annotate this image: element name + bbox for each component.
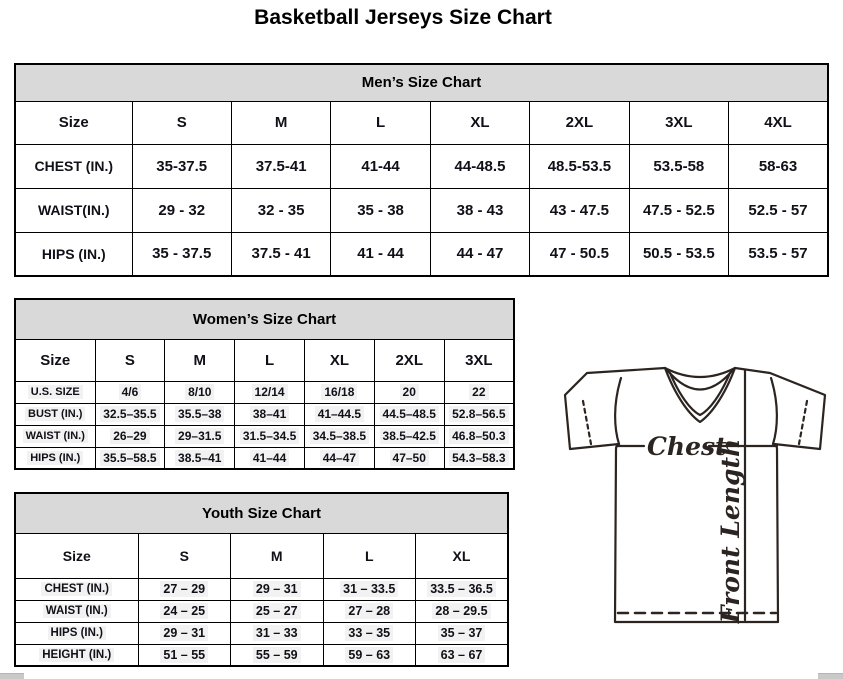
mens-size-value-cell: 35-37.5 bbox=[132, 144, 231, 188]
horizontal-scrollbar-fragment-right[interactable] bbox=[818, 673, 843, 679]
mens-column-header: L bbox=[331, 101, 430, 144]
jersey-outline-shape bbox=[565, 368, 825, 622]
youth-row-label bbox=[15, 578, 138, 600]
highlighted-value-text: 44–47 bbox=[320, 450, 359, 466]
highlighted-value-text: 29–31.5 bbox=[175, 428, 224, 444]
highlighted-value-text: 32.5–35.5 bbox=[100, 406, 159, 422]
highlighted-value-text: 41–44 bbox=[250, 450, 289, 466]
youth-size-value-cell bbox=[231, 578, 324, 600]
mens-column-header: S bbox=[132, 101, 231, 144]
youth-size-value-cell bbox=[138, 600, 231, 622]
highlighted-value-text: 35 – 37 bbox=[438, 625, 486, 641]
mens-size-value-cell: 44-48.5 bbox=[430, 144, 529, 188]
highlighted-value-text: 59 – 63 bbox=[345, 647, 393, 663]
womens-column-header: M bbox=[165, 339, 235, 381]
youth-size-value-cell bbox=[138, 644, 231, 666]
mens-row-label: CHEST (IN.) bbox=[15, 144, 132, 188]
womens-size-value-cell bbox=[304, 447, 374, 469]
youth-table-row bbox=[15, 644, 508, 666]
mens-size-value-cell: 47.5 - 52.5 bbox=[629, 188, 728, 232]
highlighted-value-text: 55 – 59 bbox=[253, 647, 301, 663]
highlighted-value-text: 38.5–41 bbox=[175, 450, 224, 466]
mens-size-value-cell: 32 - 35 bbox=[231, 188, 330, 232]
womens-size-value-cell bbox=[95, 403, 165, 425]
jersey-measurement-diagram bbox=[558, 356, 834, 628]
mens-size-value-cell: 29 - 32 bbox=[132, 188, 231, 232]
youth-row-label bbox=[15, 622, 138, 644]
collar-back-arc bbox=[665, 368, 735, 377]
highlighted-value-text: 38.5–42.5 bbox=[380, 428, 439, 444]
womens-row-label bbox=[15, 447, 95, 469]
highlighted-value-text: BUST (IN.) bbox=[25, 407, 85, 421]
womens-size-value-cell bbox=[304, 425, 374, 447]
womens-size-value-cell bbox=[235, 403, 305, 425]
womens-table-row bbox=[15, 403, 514, 425]
mens-size-value-cell: 48.5-53.5 bbox=[530, 144, 629, 188]
womens-chart-caption: Women’s Size Chart bbox=[15, 299, 514, 339]
womens-size-value-cell bbox=[444, 447, 514, 469]
highlighted-value-text: 41–44.5 bbox=[315, 406, 364, 422]
mens-chart-caption: Men’s Size Chart bbox=[15, 64, 828, 101]
youth-size-value-cell bbox=[138, 622, 231, 644]
right-armhole-seam bbox=[771, 378, 777, 444]
left-cuff-dashed-line bbox=[583, 401, 591, 444]
highlighted-value-text: 27 – 28 bbox=[345, 603, 393, 619]
womens-size-value-cell bbox=[235, 447, 305, 469]
highlighted-value-text: 28 – 29.5 bbox=[432, 603, 490, 619]
mens-column-header: 4XL bbox=[729, 101, 828, 144]
highlighted-value-text: 38–41 bbox=[250, 406, 289, 422]
mens-row-label: WAIST(IN.) bbox=[15, 188, 132, 232]
youth-column-header: Size bbox=[15, 533, 138, 578]
mens-table-row bbox=[15, 144, 828, 188]
highlighted-value-text: WAIST (IN.) bbox=[43, 604, 111, 618]
youth-size-value-cell bbox=[231, 600, 324, 622]
womens-size-value-cell bbox=[165, 403, 235, 425]
highlighted-value-text: 31 – 33 bbox=[253, 625, 301, 641]
mens-size-value-cell: 35 - 38 bbox=[331, 188, 430, 232]
womens-size-value-cell bbox=[444, 403, 514, 425]
highlighted-value-text: HEIGHT (IN.) bbox=[39, 648, 114, 662]
womens-size-value-cell bbox=[95, 381, 165, 403]
highlighted-value-text: CHEST (IN.) bbox=[41, 582, 112, 596]
womens-size-value-cell bbox=[374, 403, 444, 425]
womens-size-value-cell bbox=[165, 425, 235, 447]
youth-size-chart-table bbox=[14, 492, 509, 667]
highlighted-value-text: 31.5–34.5 bbox=[240, 428, 299, 444]
womens-size-value-cell bbox=[235, 425, 305, 447]
mens-size-value-cell: 38 - 43 bbox=[430, 188, 529, 232]
mens-column-header: Size bbox=[15, 101, 132, 144]
highlighted-value-text: 26–29 bbox=[110, 428, 149, 444]
highlighted-value-text: HIPS (IN.) bbox=[27, 451, 83, 465]
highlighted-value-text: WAIST (IN.) bbox=[23, 429, 88, 443]
womens-column-header: 2XL bbox=[374, 339, 444, 381]
womens-row-label bbox=[15, 381, 95, 403]
highlighted-value-text: 35.5–58.5 bbox=[100, 450, 159, 466]
mens-size-value-cell: 41-44 bbox=[331, 144, 430, 188]
youth-size-value-cell bbox=[138, 578, 231, 600]
highlighted-value-text: 46.8–50.3 bbox=[449, 428, 508, 444]
front-length-label: Front Length bbox=[716, 438, 745, 624]
youth-column-header: S bbox=[138, 533, 231, 578]
womens-size-value-cell bbox=[165, 381, 235, 403]
womens-size-value-cell bbox=[444, 381, 514, 403]
highlighted-value-text: 29 – 31 bbox=[253, 581, 301, 597]
youth-row-label bbox=[15, 644, 138, 666]
highlighted-value-text: 51 – 55 bbox=[160, 647, 208, 663]
highlighted-value-text: 47–50 bbox=[390, 450, 429, 466]
highlighted-value-text: U.S. SIZE bbox=[28, 385, 83, 399]
mens-size-value-cell: 58-63 bbox=[729, 144, 828, 188]
womens-size-chart-table bbox=[14, 298, 515, 470]
highlighted-value-text: 31 – 33.5 bbox=[340, 581, 398, 597]
highlighted-value-text: 16/18 bbox=[321, 384, 357, 400]
mens-size-value-cell: 47 - 50.5 bbox=[530, 232, 629, 276]
youth-table-row bbox=[15, 600, 508, 622]
mens-size-value-cell: 37.5 - 41 bbox=[231, 232, 330, 276]
highlighted-value-text: 4/6 bbox=[119, 384, 142, 400]
mens-table-row bbox=[15, 188, 828, 232]
womens-column-header: XL bbox=[304, 339, 374, 381]
youth-size-value-cell bbox=[416, 600, 509, 622]
mens-column-header: XL bbox=[430, 101, 529, 144]
highlighted-value-text: 29 – 31 bbox=[160, 625, 208, 641]
womens-table-row bbox=[15, 425, 514, 447]
chest-label: Chest bbox=[647, 432, 727, 461]
womens-size-value-cell bbox=[95, 425, 165, 447]
womens-column-header: S bbox=[95, 339, 165, 381]
mens-size-value-cell: 41 - 44 bbox=[331, 232, 430, 276]
youth-size-value-cell bbox=[416, 578, 509, 600]
mens-column-header: 3XL bbox=[629, 101, 728, 144]
womens-column-header: L bbox=[235, 339, 305, 381]
right-cuff-dashed-line bbox=[799, 401, 807, 444]
mens-size-value-cell: 53.5 - 57 bbox=[729, 232, 828, 276]
mens-row-label: HIPS (IN.) bbox=[15, 232, 132, 276]
mens-size-value-cell: 44 - 47 bbox=[430, 232, 529, 276]
youth-size-value-cell bbox=[323, 600, 416, 622]
womens-size-value-cell bbox=[304, 403, 374, 425]
highlighted-value-text: 27 – 29 bbox=[160, 581, 208, 597]
youth-size-value-cell bbox=[416, 622, 509, 644]
womens-size-value-cell bbox=[304, 381, 374, 403]
left-armhole-seam bbox=[615, 378, 621, 444]
highlighted-value-text: 52.8–56.5 bbox=[449, 406, 508, 422]
womens-size-value-cell bbox=[374, 447, 444, 469]
youth-column-header: XL bbox=[416, 533, 509, 578]
youth-chart-caption: Youth Size Chart bbox=[15, 493, 508, 533]
highlighted-value-text: 54.3–58.3 bbox=[449, 450, 508, 466]
youth-row-label bbox=[15, 600, 138, 622]
highlighted-value-text: 12/14 bbox=[252, 384, 288, 400]
youth-column-header: M bbox=[231, 533, 324, 578]
horizontal-scrollbar-fragment-left[interactable] bbox=[0, 673, 24, 679]
youth-size-value-cell bbox=[323, 644, 416, 666]
mens-size-value-cell: 52.5 - 57 bbox=[729, 188, 828, 232]
mens-size-value-cell: 35 - 37.5 bbox=[132, 232, 231, 276]
youth-size-value-cell bbox=[323, 578, 416, 600]
mens-size-value-cell: 43 - 47.5 bbox=[530, 188, 629, 232]
youth-size-value-cell bbox=[231, 622, 324, 644]
mens-size-value-cell: 53.5-58 bbox=[629, 144, 728, 188]
womens-size-value-cell bbox=[165, 447, 235, 469]
youth-size-value-cell bbox=[231, 644, 324, 666]
highlighted-value-text: 22 bbox=[469, 384, 488, 400]
womens-size-value-cell bbox=[444, 425, 514, 447]
highlighted-value-text: 8/10 bbox=[185, 384, 214, 400]
page-title: Basketball Jerseys Size Chart bbox=[254, 6, 552, 29]
womens-table-row bbox=[15, 381, 514, 403]
collar-inner-v bbox=[670, 373, 730, 415]
youth-table-row bbox=[15, 578, 508, 600]
womens-row-label bbox=[15, 403, 95, 425]
youth-size-value-cell bbox=[416, 644, 509, 666]
womens-size-value-cell bbox=[235, 381, 305, 403]
youth-column-header: L bbox=[323, 533, 416, 578]
mens-column-header: 2XL bbox=[530, 101, 629, 144]
mens-size-value-cell: 50.5 - 53.5 bbox=[629, 232, 728, 276]
highlighted-value-text: 20 bbox=[400, 384, 419, 400]
youth-table-row bbox=[15, 622, 508, 644]
mens-size-value-cell: 37.5-41 bbox=[231, 144, 330, 188]
womens-column-header: Size bbox=[15, 339, 95, 381]
highlighted-value-text: 34.5–38.5 bbox=[310, 428, 369, 444]
highlighted-value-text: HIPS (IN.) bbox=[48, 626, 106, 640]
highlighted-value-text: 35.5–38 bbox=[175, 406, 224, 422]
highlighted-value-text: 24 – 25 bbox=[160, 603, 208, 619]
youth-size-value-cell bbox=[323, 622, 416, 644]
womens-size-value-cell bbox=[374, 425, 444, 447]
womens-size-value-cell bbox=[95, 447, 165, 469]
highlighted-value-text: 33 – 35 bbox=[345, 625, 393, 641]
mens-table-row bbox=[15, 232, 828, 276]
highlighted-value-text: 25 – 27 bbox=[253, 603, 301, 619]
womens-column-header: 3XL bbox=[444, 339, 514, 381]
highlighted-value-text: 63 – 67 bbox=[438, 647, 486, 663]
mens-size-chart-table bbox=[14, 63, 829, 277]
highlighted-value-text: 33.5 – 36.5 bbox=[427, 581, 496, 597]
highlighted-value-text: 44.5–48.5 bbox=[380, 406, 439, 422]
womens-table-row bbox=[15, 447, 514, 469]
womens-row-label bbox=[15, 425, 95, 447]
mens-column-header: M bbox=[231, 101, 330, 144]
womens-size-value-cell bbox=[374, 381, 444, 403]
